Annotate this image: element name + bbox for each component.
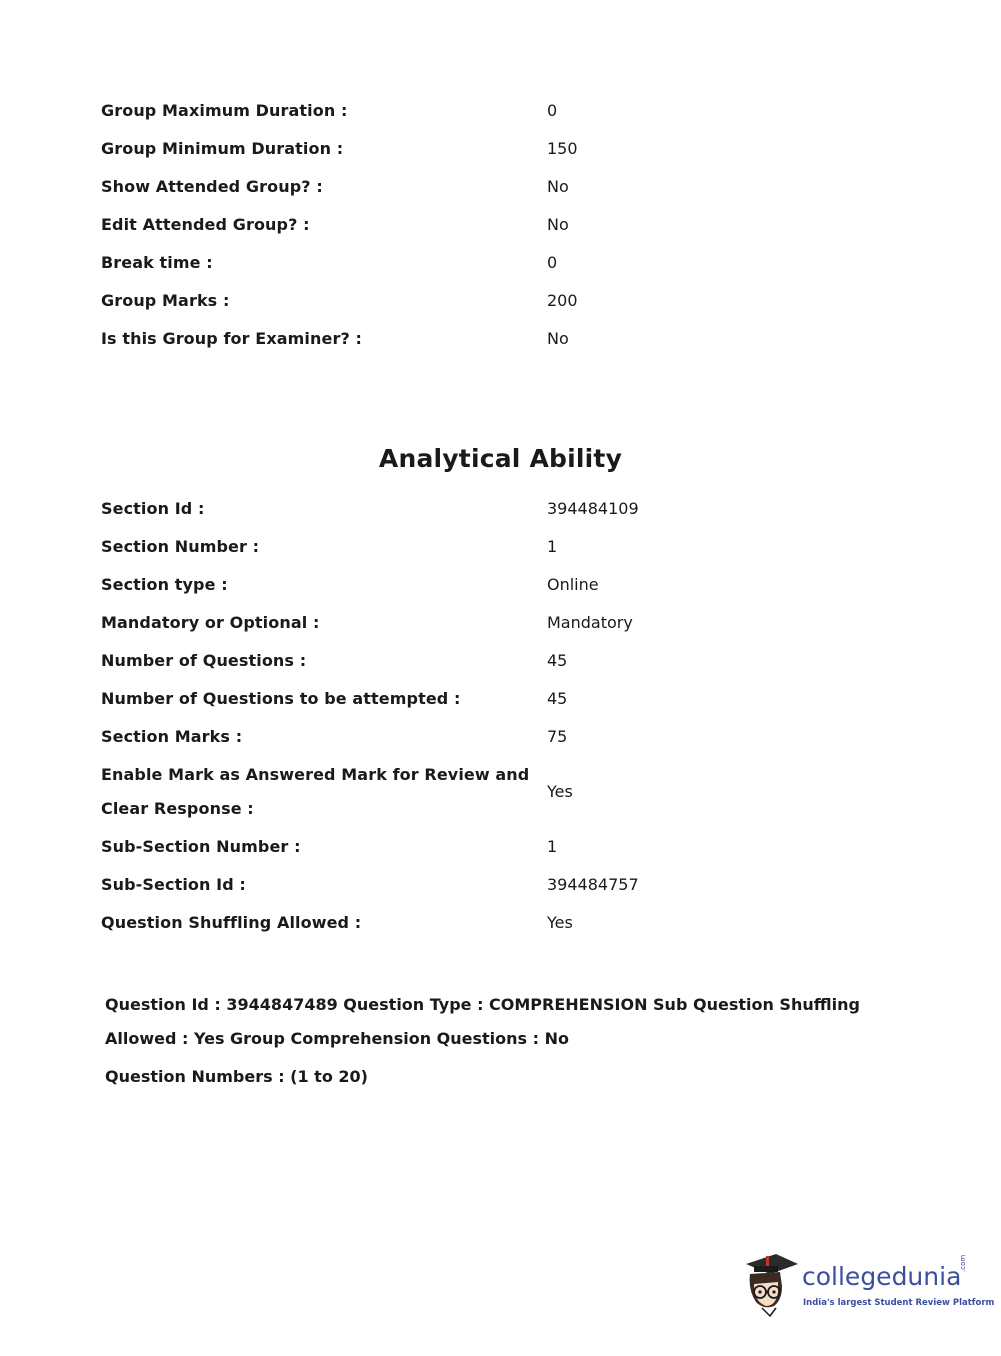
group-row-label: Group Marks : (101, 291, 230, 310)
group-row-value: No (547, 329, 569, 348)
section-row-label: Sub-Section Id : (101, 875, 246, 894)
question-info-block (105, 988, 915, 1094)
collegedunia-logo (740, 1248, 995, 1320)
section-row-label: Number of Questions to be attempted : (101, 689, 461, 708)
section-row (101, 828, 901, 866)
group-row-label: Group Minimum Duration : (101, 139, 344, 158)
section-row-label: Section Marks : (101, 727, 243, 746)
group-row-value: No (547, 215, 569, 234)
group-row (101, 244, 901, 282)
student-mascot-icon (740, 1250, 800, 1318)
logo-domain-suffix: .com (959, 1254, 967, 1272)
group-row (101, 320, 901, 358)
section-row (101, 490, 901, 528)
section-row-label: Section Id : (101, 499, 205, 518)
group-row-value: 150 (547, 139, 578, 158)
section-row-value: 394484757 (547, 875, 639, 894)
section-row-label: Question Shuffling Allowed : (101, 913, 362, 932)
section-row-value: Mandatory (547, 613, 633, 632)
section-row-value: Online (547, 575, 599, 594)
section-row-value: 1 (547, 837, 558, 856)
group-row-value: 200 (547, 291, 578, 310)
group-row-value: No (547, 177, 569, 196)
section-row-value: 394484109 (547, 499, 639, 518)
section-row (101, 604, 901, 642)
section-row-value: 75 (547, 727, 568, 746)
group-row (101, 206, 901, 244)
section-row-value: Yes (547, 913, 573, 932)
logo-wordmark: collegedunia (802, 1262, 962, 1291)
section-row-label: Sub-Section Number : (101, 837, 301, 856)
section-row (101, 756, 901, 828)
section-row (101, 718, 901, 756)
group-row-label: Edit Attended Group? : (101, 215, 310, 234)
section-row-value: 45 (547, 689, 568, 708)
group-details-table (101, 92, 901, 358)
section-details-table (101, 490, 901, 942)
group-row-value: 0 (547, 101, 558, 120)
section-row-value: 1 (547, 537, 558, 556)
group-row-value: 0 (547, 253, 558, 272)
section-row (101, 680, 901, 718)
section-row-label: Enable Mark as Answered Mark for Review and Clear Response : (101, 765, 530, 818)
section-row-label: Mandatory or Optional : (101, 613, 320, 632)
section-title: Analytical Ability (378, 444, 623, 473)
section-row (101, 642, 901, 680)
group-row (101, 130, 901, 168)
section-row-label: Section type : (101, 575, 228, 594)
group-row-label: Show Attended Group? : (101, 177, 323, 196)
group-row (101, 168, 901, 206)
group-row-label: Is this Group for Examiner? : (101, 329, 362, 348)
section-row (101, 566, 901, 604)
question-numbers: Question Numbers : (1 to 20) (105, 1067, 368, 1086)
section-row (101, 904, 901, 942)
section-row (101, 866, 901, 904)
group-row (101, 92, 901, 130)
section-row-label: Section Number : (101, 537, 260, 556)
group-row-label: Break time : (101, 253, 213, 272)
section-row-value: Yes (547, 782, 573, 801)
section-row (101, 528, 901, 566)
group-row-label: Group Maximum Duration : (101, 101, 348, 120)
section-row-label: Number of Questions : (101, 651, 307, 670)
logo-tagline: India's largest Student Review Platform (803, 1298, 995, 1308)
section-row-value: 45 (547, 651, 568, 670)
question-info-text: Question Id : 3944847489 Question Type : COMPREHENSION Sub Question Shuffling Allowed : Yes Group Comprehension Questions : No (105, 995, 860, 1048)
group-row (101, 282, 901, 320)
